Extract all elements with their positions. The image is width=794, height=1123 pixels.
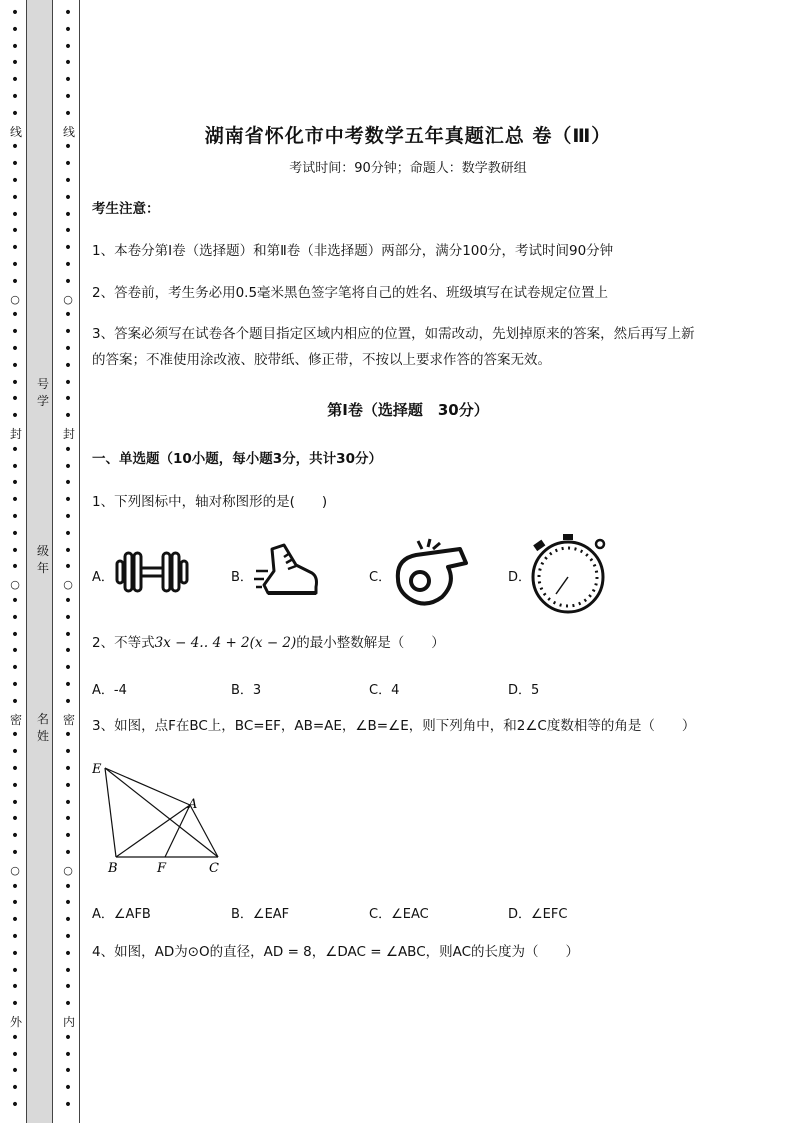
- seal-dot: •: [10, 996, 20, 1013]
- student-number-label: 号学: [36, 377, 49, 408]
- seal-dot: •: [10, 38, 20, 55]
- seal-dot: •: [63, 206, 73, 223]
- seal-dot: •: [63, 139, 73, 156]
- seal-dot: •: [63, 979, 73, 996]
- stopwatch-icon: [528, 532, 610, 620]
- question-3: 3、如图，点F在BC上，BC=EF，AB=AE，∠B=∠E，则下列角中，和2∠C度数相等的角是（ ）: [92, 718, 696, 734]
- seal-column-right: [63, 0, 76, 1123]
- seal-dot: •: [10, 189, 20, 206]
- dumbbell-icon: [114, 547, 190, 601]
- seal-char: 密: [63, 712, 76, 727]
- seal-dot: •: [63, 794, 73, 811]
- seal-dot: •: [10, 761, 20, 777]
- seal-dot: •: [63, 559, 73, 576]
- seal-dot: •: [10, 458, 20, 475]
- seal-dot: •: [10, 391, 20, 408]
- seal-column-left: [10, 0, 23, 1123]
- seal-dot: •: [63, 1046, 73, 1063]
- label-c: C: [209, 861, 219, 876]
- seal-dot: •: [63, 173, 73, 189]
- seal-dot: •: [63, 1097, 73, 1113]
- seal-circle: ○: [63, 292, 73, 306]
- seal-dot: •: [63, 240, 73, 257]
- seal-dot: •: [10, 475, 20, 492]
- seal-dot: •: [63, 727, 73, 744]
- q1-option-c-label: C．: [369, 570, 392, 585]
- q3-option-c: C．∠EAC: [369, 907, 429, 922]
- seal-circle: ○: [10, 578, 20, 592]
- seal-dot: •: [63, 643, 73, 660]
- seal-char: 密: [10, 712, 23, 727]
- seal-dot: •: [10, 1046, 20, 1063]
- seal-dot: •: [63, 341, 73, 357]
- seal-dot: •: [63, 408, 73, 425]
- seal-circle: ○: [63, 863, 73, 877]
- seal-dot: •: [63, 21, 73, 38]
- exam-info: 考试时间：90分钟；命题人：数学教研组: [289, 161, 527, 176]
- margin-divider: [79, 0, 80, 1123]
- label-a: A: [188, 797, 198, 812]
- seal-dot: •: [10, 794, 20, 811]
- seal-dot: •: [10, 878, 20, 895]
- seal-dot: •: [63, 996, 73, 1013]
- seal-dot: •: [10, 777, 20, 794]
- seal-dot: •: [10, 945, 20, 962]
- seal-dot: •: [10, 593, 20, 609]
- seal-dot: •: [10, 811, 20, 828]
- question-1: 1、下列图标中，轴对称图形的是( ): [92, 494, 328, 510]
- seal-char: 线: [63, 124, 76, 139]
- seal-dot: •: [63, 626, 73, 643]
- seal-dot: •: [63, 761, 73, 777]
- seal-dot: •: [63, 777, 73, 794]
- seal-circle: ○: [63, 578, 73, 592]
- q1-option-a-label: A．: [92, 570, 114, 585]
- seal-dot: •: [10, 105, 20, 122]
- q2-suffix: 的最小整数解是（ ）: [296, 635, 445, 651]
- seal-dot: •: [10, 559, 20, 576]
- seal-dot: •: [10, 307, 20, 324]
- seal-dot: •: [10, 962, 20, 979]
- q3-option-b: B．∠EAF: [231, 907, 290, 922]
- seal-dot: •: [63, 828, 73, 845]
- q1-option-b-label: B．: [231, 570, 253, 585]
- seal-dot: •: [63, 492, 73, 509]
- triangle-figure: [92, 758, 226, 882]
- seal-dot: •: [10, 408, 20, 425]
- seal-circle: ○: [10, 863, 20, 877]
- seal-dot: •: [10, 626, 20, 643]
- seal-dot: •: [63, 593, 73, 609]
- seal-dot: •: [10, 693, 20, 710]
- seal-dot: •: [10, 206, 20, 223]
- seal-dot: •: [63, 945, 73, 962]
- seal-dot: •: [10, 55, 20, 72]
- section-title: 第I卷（选择题 30分）: [327, 401, 489, 419]
- q2-option-a: A．-4: [92, 683, 127, 698]
- seal-dot: •: [10, 509, 20, 525]
- class-label: 级年: [36, 544, 49, 575]
- name-label: 名姓: [36, 712, 49, 743]
- seal-dot: •: [63, 929, 73, 945]
- seal-dot: •: [63, 1029, 73, 1046]
- seal-char: 内: [63, 1015, 76, 1029]
- label-b: B: [108, 861, 118, 876]
- question-4: 4、如图，AD为⊙O的直径，AD = 8，∠DAC = ∠ABC，则AC的长度为（ ）: [92, 944, 580, 960]
- seal-dot: •: [10, 357, 20, 374]
- seal-dot: •: [10, 1063, 20, 1080]
- seal-dot: •: [10, 895, 20, 912]
- seal-dot: •: [10, 660, 20, 677]
- seal-dot: •: [10, 139, 20, 156]
- seal-dot: •: [63, 374, 73, 391]
- seal-dot: •: [10, 912, 20, 929]
- whistle-icon: [390, 537, 472, 613]
- q2-prefix: 2、不等式: [92, 635, 155, 651]
- seal-dot: •: [10, 979, 20, 996]
- seal-circle: ○: [10, 292, 20, 306]
- seal-dot: •: [10, 341, 20, 357]
- seal-dot: •: [10, 828, 20, 845]
- seal-dot: •: [63, 273, 73, 290]
- seal-dot: •: [63, 609, 73, 626]
- seal-dot: •: [63, 509, 73, 525]
- seal-dot: •: [10, 89, 20, 105]
- q1-option-d-label: D．: [508, 570, 532, 585]
- seal-dot: •: [10, 845, 20, 861]
- notice-item-3: 3、答案必须写在试卷各个题目指定区域内相应的位置，如需改动，先划掉原来的答案，然后再写上新: [92, 326, 695, 342]
- seal-dot: •: [10, 441, 20, 458]
- seal-dot: •: [10, 156, 20, 173]
- seal-dot: •: [63, 912, 73, 929]
- seal-dot: •: [10, 643, 20, 660]
- seal-char: 封: [10, 427, 23, 441]
- seal-dot: •: [10, 525, 20, 542]
- q2-option-b: B．3: [231, 683, 262, 698]
- seal-dot: •: [63, 845, 73, 861]
- seal-dot: •: [10, 5, 20, 21]
- running-shoe-icon: [254, 541, 322, 607]
- seal-char: 外: [10, 1015, 23, 1029]
- notice-heading: 考生注意：: [92, 201, 160, 217]
- seal-dot: •: [10, 1029, 20, 1046]
- seal-dot: •: [63, 5, 73, 21]
- seal-dot: •: [63, 38, 73, 55]
- seal-dot: •: [10, 609, 20, 626]
- seal-dot: •: [10, 727, 20, 744]
- seal-dot: •: [10, 542, 20, 559]
- q2-inequality: 3x − 4‥ 4 + 2(x − 2): [154, 635, 297, 651]
- seal-dot: •: [10, 677, 20, 693]
- seal-dot: •: [63, 525, 73, 542]
- seal-dot: •: [63, 458, 73, 475]
- seal-dot: •: [10, 273, 20, 290]
- seal-dot: •: [10, 223, 20, 240]
- seal-dot: •: [10, 744, 20, 761]
- seal-dot: •: [10, 72, 20, 89]
- seal-dot: •: [63, 89, 73, 105]
- seal-dot: •: [63, 693, 73, 710]
- seal-dot: •: [63, 324, 73, 341]
- notice-item-2: 2、答卷前，考生务必用0.5毫米黑色签字笔将自己的姓名、班级填写在试卷规定位置上: [92, 285, 609, 301]
- q2-option-c: C．4: [369, 683, 400, 698]
- seal-dot: •: [63, 744, 73, 761]
- seal-dot: •: [63, 257, 73, 273]
- seal-dot: •: [10, 173, 20, 189]
- seal-dot: •: [63, 357, 73, 374]
- page-title: 湖南省怀化市中考数学五年真题汇总 卷（Ⅲ）: [204, 125, 612, 147]
- seal-dot: •: [63, 811, 73, 828]
- seal-dot: •: [63, 542, 73, 559]
- seal-dot: •: [63, 307, 73, 324]
- seal-dot: •: [63, 677, 73, 693]
- section-heading: 一、单选题（10小题，每小题3分，共计30分）: [92, 451, 382, 467]
- q3-option-a: A．∠AFB: [92, 907, 151, 922]
- seal-dot: •: [10, 257, 20, 273]
- seal-dot: •: [10, 1097, 20, 1113]
- seal-dot: •: [10, 929, 20, 945]
- seal-dot: •: [10, 324, 20, 341]
- seal-dot: •: [63, 55, 73, 72]
- seal-dot: •: [63, 223, 73, 240]
- seal-dot: •: [63, 105, 73, 122]
- seal-dot: •: [63, 895, 73, 912]
- seal-dot: •: [63, 878, 73, 895]
- label-f: F: [157, 861, 167, 876]
- seal-char: 封: [63, 427, 76, 441]
- seal-dot: •: [10, 21, 20, 38]
- seal-dot: •: [63, 962, 73, 979]
- seal-dot: •: [63, 391, 73, 408]
- notice-item-1: 1、本卷分第I卷（选择题）和第Ⅱ卷（非选择题）两部分，满分100分，考试时间90分钟: [92, 243, 614, 259]
- seal-dot: •: [63, 72, 73, 89]
- seal-dot: •: [63, 189, 73, 206]
- q2-option-d: D．5: [508, 683, 540, 698]
- seal-dot: •: [63, 1080, 73, 1097]
- question-2: [92, 631, 445, 656]
- seal-dot: •: [63, 475, 73, 492]
- seal-dot: •: [63, 1063, 73, 1080]
- seal-dot: •: [10, 492, 20, 509]
- seal-dot: •: [10, 240, 20, 257]
- label-e: E: [92, 762, 102, 777]
- seal-dot: •: [10, 1080, 20, 1097]
- seal-dot: •: [10, 374, 20, 391]
- seal-dot: •: [63, 441, 73, 458]
- notice-item-3-cont: 的答案；不准使用涂改液、胶带纸、修正带，不按以上要求作答的答案无效。: [92, 352, 551, 368]
- seal-char: 线: [10, 124, 23, 139]
- q3-option-d: D．∠EFC: [508, 907, 568, 922]
- seal-dot: •: [63, 156, 73, 173]
- seal-dot: •: [63, 660, 73, 677]
